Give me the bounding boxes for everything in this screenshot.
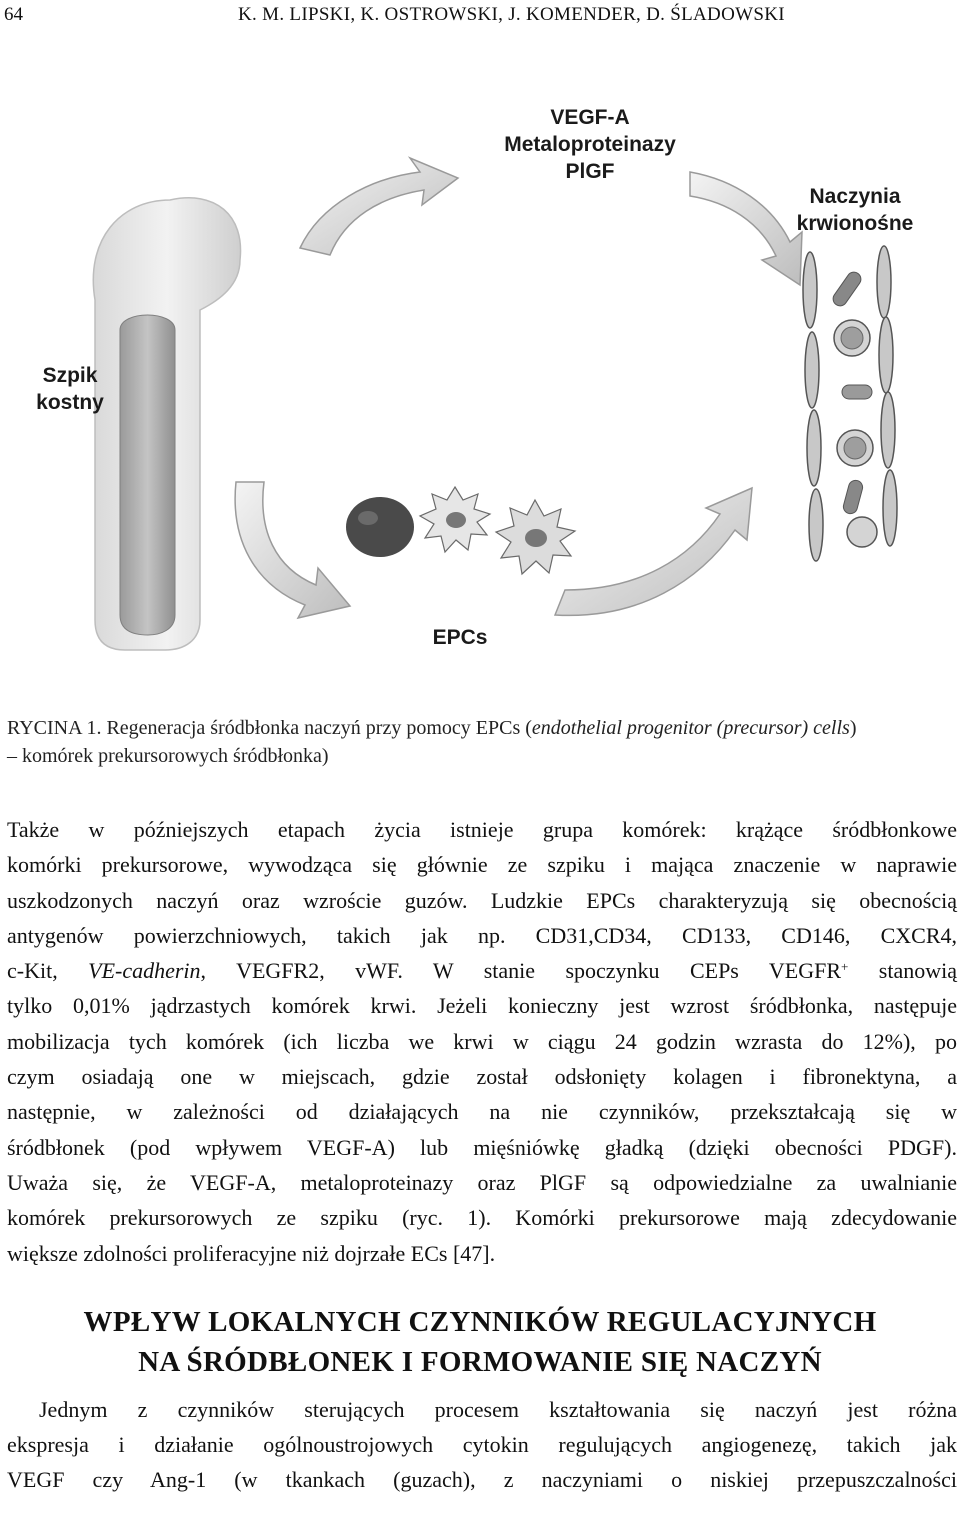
body-line: następnie, w zależności od działających na nie czynników, przekształcają się w bbox=[7, 1099, 957, 1125]
figure-epc-regeneration bbox=[0, 88, 960, 668]
activated-cell-2 bbox=[496, 500, 575, 574]
header-authors: K. M. LIPSKI, K. OSTROWSKI, J. KOMENDER, D. ŚLADOWSKI bbox=[238, 4, 785, 25]
body-line: tylko 0,01% jądrzastych komórek krwi. Jeżeli konieczny jest wzrost śródbłonka, następuje bbox=[7, 993, 957, 1019]
section-heading: WPŁYW LOKALNYCH CZYNNIKÓW REGULACYJNYCH NA ŚRÓDBŁONEK I FORMOWANIE SIĘ NACZYŃ bbox=[83, 1306, 877, 1378]
arrow-top bbox=[300, 158, 458, 255]
body-line: uszkodzonych naczyń oraz wzroście guzów. Ludzkie EPCs charakteryzują się obecnością bbox=[7, 887, 957, 913]
figure-caption: RYCINA 1. Regeneracja śródbłonka naczyń przy pomocy EPCs (endothelial progenitor (precursor) cells) – komórek prekursorowych śródbłonka) bbox=[7, 717, 857, 767]
section-line: ekspresja i działanie ogólnoustrojowych cytokin regulujących angiogenezę, takich jak bbox=[7, 1432, 957, 1457]
body-line: mobilizacja tych komórek (ich liczba we krwi w ciągu 24 godzin wzrasta do 12%), po bbox=[7, 1028, 957, 1054]
body-line: komórek prekursorowych ze szpiku (ryc. 1). Komórki prekursorowe mają zdecydowanie bbox=[7, 1205, 957, 1231]
body-line: Uważa się, że VEGF-A, metaloproteinazy oraz PlGF są odpowiedzialne za uwalnianie bbox=[7, 1169, 957, 1195]
body-line-markers: c-Kit, VE-cadherin, VEGFR2, vWF. W stanie spoczynku CEPs VEGFR+ stanowią bbox=[7, 958, 958, 984]
blood-vessel bbox=[803, 246, 897, 561]
page-number: 64 bbox=[4, 4, 23, 25]
arrow-bottom-right bbox=[555, 488, 752, 615]
section-line: Jednym z czynników sterujących procesem kształtowania się naczyń jest różna bbox=[39, 1397, 957, 1422]
section-line: VEGF czy Ang-1 (w tkankach (guzach), z naczyniami o niskiej przepuszczalności bbox=[7, 1467, 957, 1492]
label-blood-vessels: Naczynia krwionośne bbox=[796, 185, 914, 235]
figure-illustration bbox=[0, 88, 960, 668]
body-line: antygenów powierzchniowych, takich jak np. CD31,CD34, CD133, CD146, CXCR4, bbox=[7, 922, 957, 948]
bone-shape bbox=[93, 198, 240, 650]
arrow-bottom-left bbox=[235, 482, 350, 618]
activated-cell-1 bbox=[420, 487, 490, 552]
label-epcs: EPCs bbox=[432, 626, 488, 649]
section-paragraph bbox=[7, 1392, 957, 1497]
body-paragraph bbox=[7, 812, 957, 1271]
body-line: śródbłonek (pod wpływem VEGF-A) lub mięśniówkę gładką (dzięki obecności PDGF). bbox=[7, 1134, 957, 1160]
label-bone-marrow: Szpik kostny bbox=[36, 364, 104, 414]
running-head bbox=[0, 4, 960, 34]
body-line: komórki prekursorowe, wywodząca się głównie ze szpiku i mająca znaczenie w naprawie bbox=[7, 852, 957, 878]
body-line: Także w późniejszych etapach życia istnieje grupa komórek: krążące śródbłonkowe bbox=[7, 817, 957, 842]
body-line: większe zdolności proliferacyjne niż dojrzałe ECs [47]. bbox=[7, 1240, 496, 1266]
body-line: czym osiadają one w miejscach, gdzie został odsłonięty kolagen i fibronektyna, a bbox=[7, 1064, 957, 1090]
label-growth-factors: VEGF-A Metaloproteinazy PlGF bbox=[504, 106, 676, 183]
progenitor-cell bbox=[346, 497, 414, 557]
